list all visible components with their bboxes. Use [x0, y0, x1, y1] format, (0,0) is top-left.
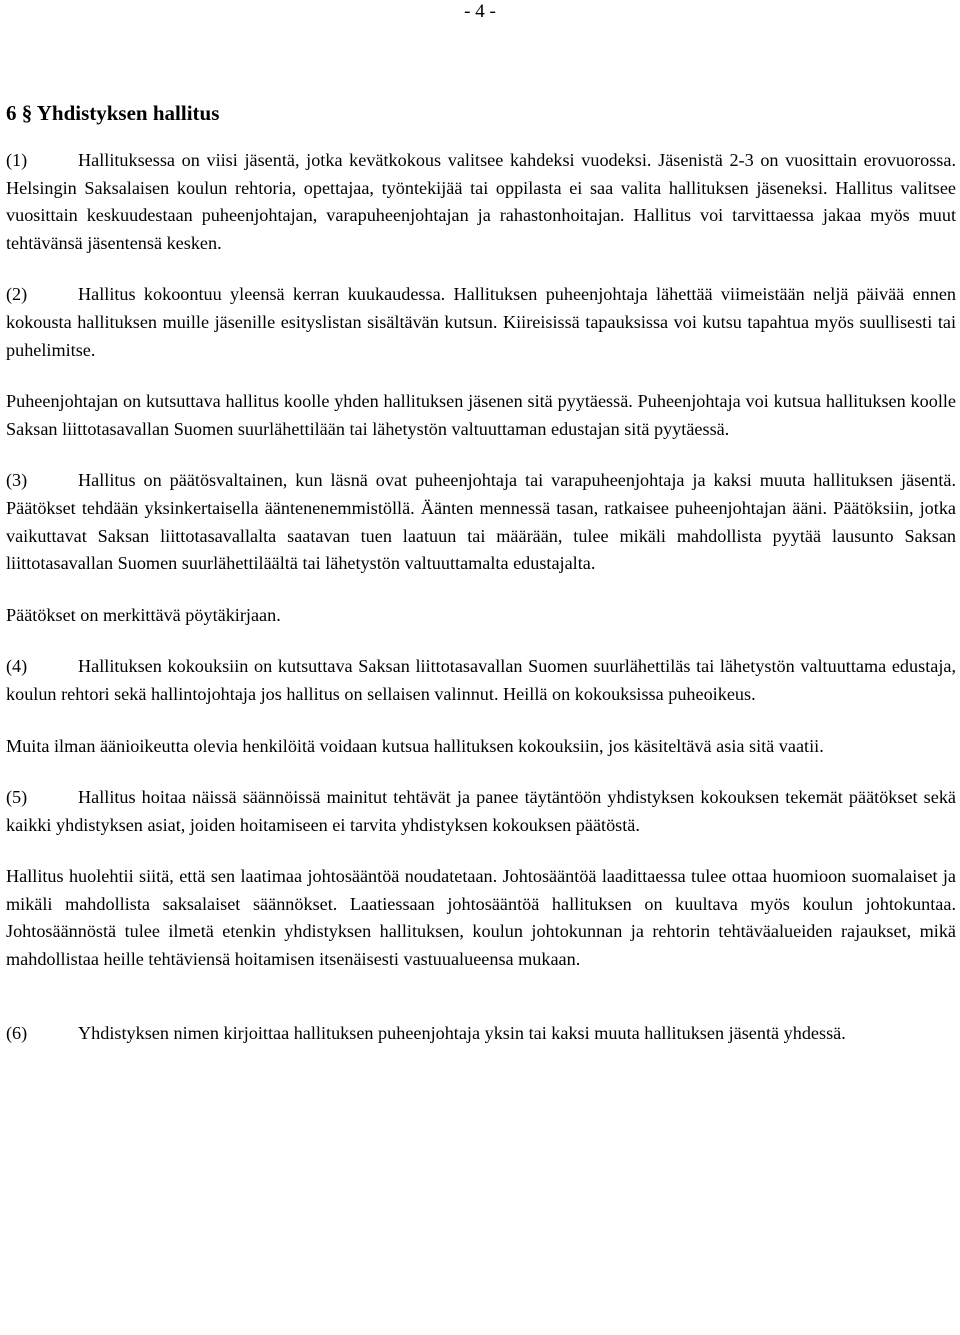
paragraph-number: (5) — [6, 787, 28, 808]
paragraph-text: Hallituksessa on viisi jäsentä, jotka kevätkokous valitsee kahdeksi vuodeksi. Jäsenistä 2-3 on vuosittain erovuorossa. Helsingin Saksalaisen koulun rehtoria, opettajaa, työntekijää tai oppilasta ei saa valita hallituksen jäseneksi. Hallitus valitsee vuosittain keskuudestaan puheenjohtajan, varapuheenjohtajan ja rahastonhoitajan. Hallitus voi tarvittaessa jakaa myös muut tehtävänsä jäsentensä kesken. — [6, 150, 956, 253]
paragraph-3b — [6, 602, 956, 630]
paragraph-4 — [6, 653, 956, 708]
page-number: - 4 - — [464, 1, 496, 22]
paragraph-6 — [6, 1020, 956, 1048]
paragraph-2 — [6, 281, 956, 364]
paragraph-number: (6) — [6, 1022, 28, 1043]
paragraph-2b — [6, 388, 956, 443]
paragraph-3 — [6, 467, 956, 577]
section-heading: 6 § Yhdistyksen hallitus — [6, 101, 220, 125]
paragraph-text: Hallitus huolehtii siitä, että sen laatimaa johtosääntöä noudatetaan. Johtosääntöä laadittaessa tulee ottaa huomioon suomalaiset ja mikäli mahdollista saksalaiset säännökset. Laatiessaan johtosääntöä hallituksen on kuultava myös koulun johtokuntaa. Johtosäännöstä tulee ilmetä etenkin yhdistyksen hallituksen, koulun johtokunnan ja rehtorin tehtäväalueiden rajaukset, mikä mahdollistaa heille tehtäviensä hoitamisen itsenäisesti vastuualueensa mukaan. — [6, 866, 956, 970]
paragraph-number: (2) — [6, 284, 28, 305]
paragraph-number: (3) — [6, 470, 28, 491]
paragraph-text: Hallitus kokoontuu yleensä kerran kuukaudessa. Hallituksen puheenjohtaja lähettää viimeistään neljä päivää ennen kokousta hallituksen muille jäsenille esityslistan sisältävän kutsun. Kiireisissä tapauksissa voi kutsu tapahtua myös suullisesti tai puhelimitse. — [6, 284, 956, 360]
document-body — [6, 100, 956, 1071]
paragraph-4b — [6, 733, 956, 761]
paragraph-text: Hallitus on päätösvaltainen, kun läsnä ovat puheenjohtaja tai varapuheenjohtaja ja kaksi muuta hallituksen jäsentä. Päätökset tehdään yksinkertaisella ääntenenemmistöllä. Äänten mennessä tasan, ratkaisee puheenjohtajan ääni. Päätöksiin, jotka vaikuttavat Saksan liittotasavallalta saatavan tuen laatuun tai määrään, tulee mikäli mahdollista pyytää lausunto Saksan liittotasavallan Suomen suurlähettiläältä tai lähetystön valtuuttamalta edustajalta. — [6, 470, 956, 574]
paragraph-1 — [6, 147, 956, 257]
paragraph-5 — [6, 784, 956, 839]
paragraph-text: Muita ilman äänioikeutta olevia henkilöitä voidaan kutsua hallituksen kokouksiin, jos käsiteltävä asia sitä vaatii. — [6, 735, 824, 756]
paragraph-text: Yhdistyksen nimen kirjoittaa hallituksen puheenjohtaja yksin tai kaksi muuta hallituksen jäsentä yhdessä. — [78, 1022, 846, 1043]
paragraph-text: Hallituksen kokouksiin on kutsuttava Saksan liittotasavallan Suomen suurlähettiläs tai lähetystön valtuuttama edustaja, koulun rehtori sekä hallintojohtaja jos hallitus on sellaisen valinnut. Heillä on kokouksissa puheoikeus. — [6, 656, 956, 704]
paragraph-5b — [6, 863, 956, 973]
paragraph-number: (1) — [6, 150, 28, 170]
paragraph-text: Hallitus hoitaa näissä säännöissä mainitut tehtävät ja panee täytäntöön yhdistyksen kokouksen tekemät päätökset sekä kaikki yhdistyksen asiat, joiden hoitamiseen ei tarvita yhdistyksen kokouksen päätöstä. — [6, 787, 956, 835]
paragraph-number: (4) — [6, 656, 28, 677]
paragraph-text: Puheenjohtajan on kutsuttava hallitus koolle yhden hallituksen jäsenen sitä pyytäessä. Puheenjohtaja voi kutsua hallituksen koolle Saksan liittotasavallan Suomen suurlähettilään tai lähetystön valtuuttaman edustajan sitä pyytäessä. — [6, 391, 956, 439]
paragraph-text: Päätökset on merkittävä pöytäkirjaan. — [6, 604, 281, 625]
